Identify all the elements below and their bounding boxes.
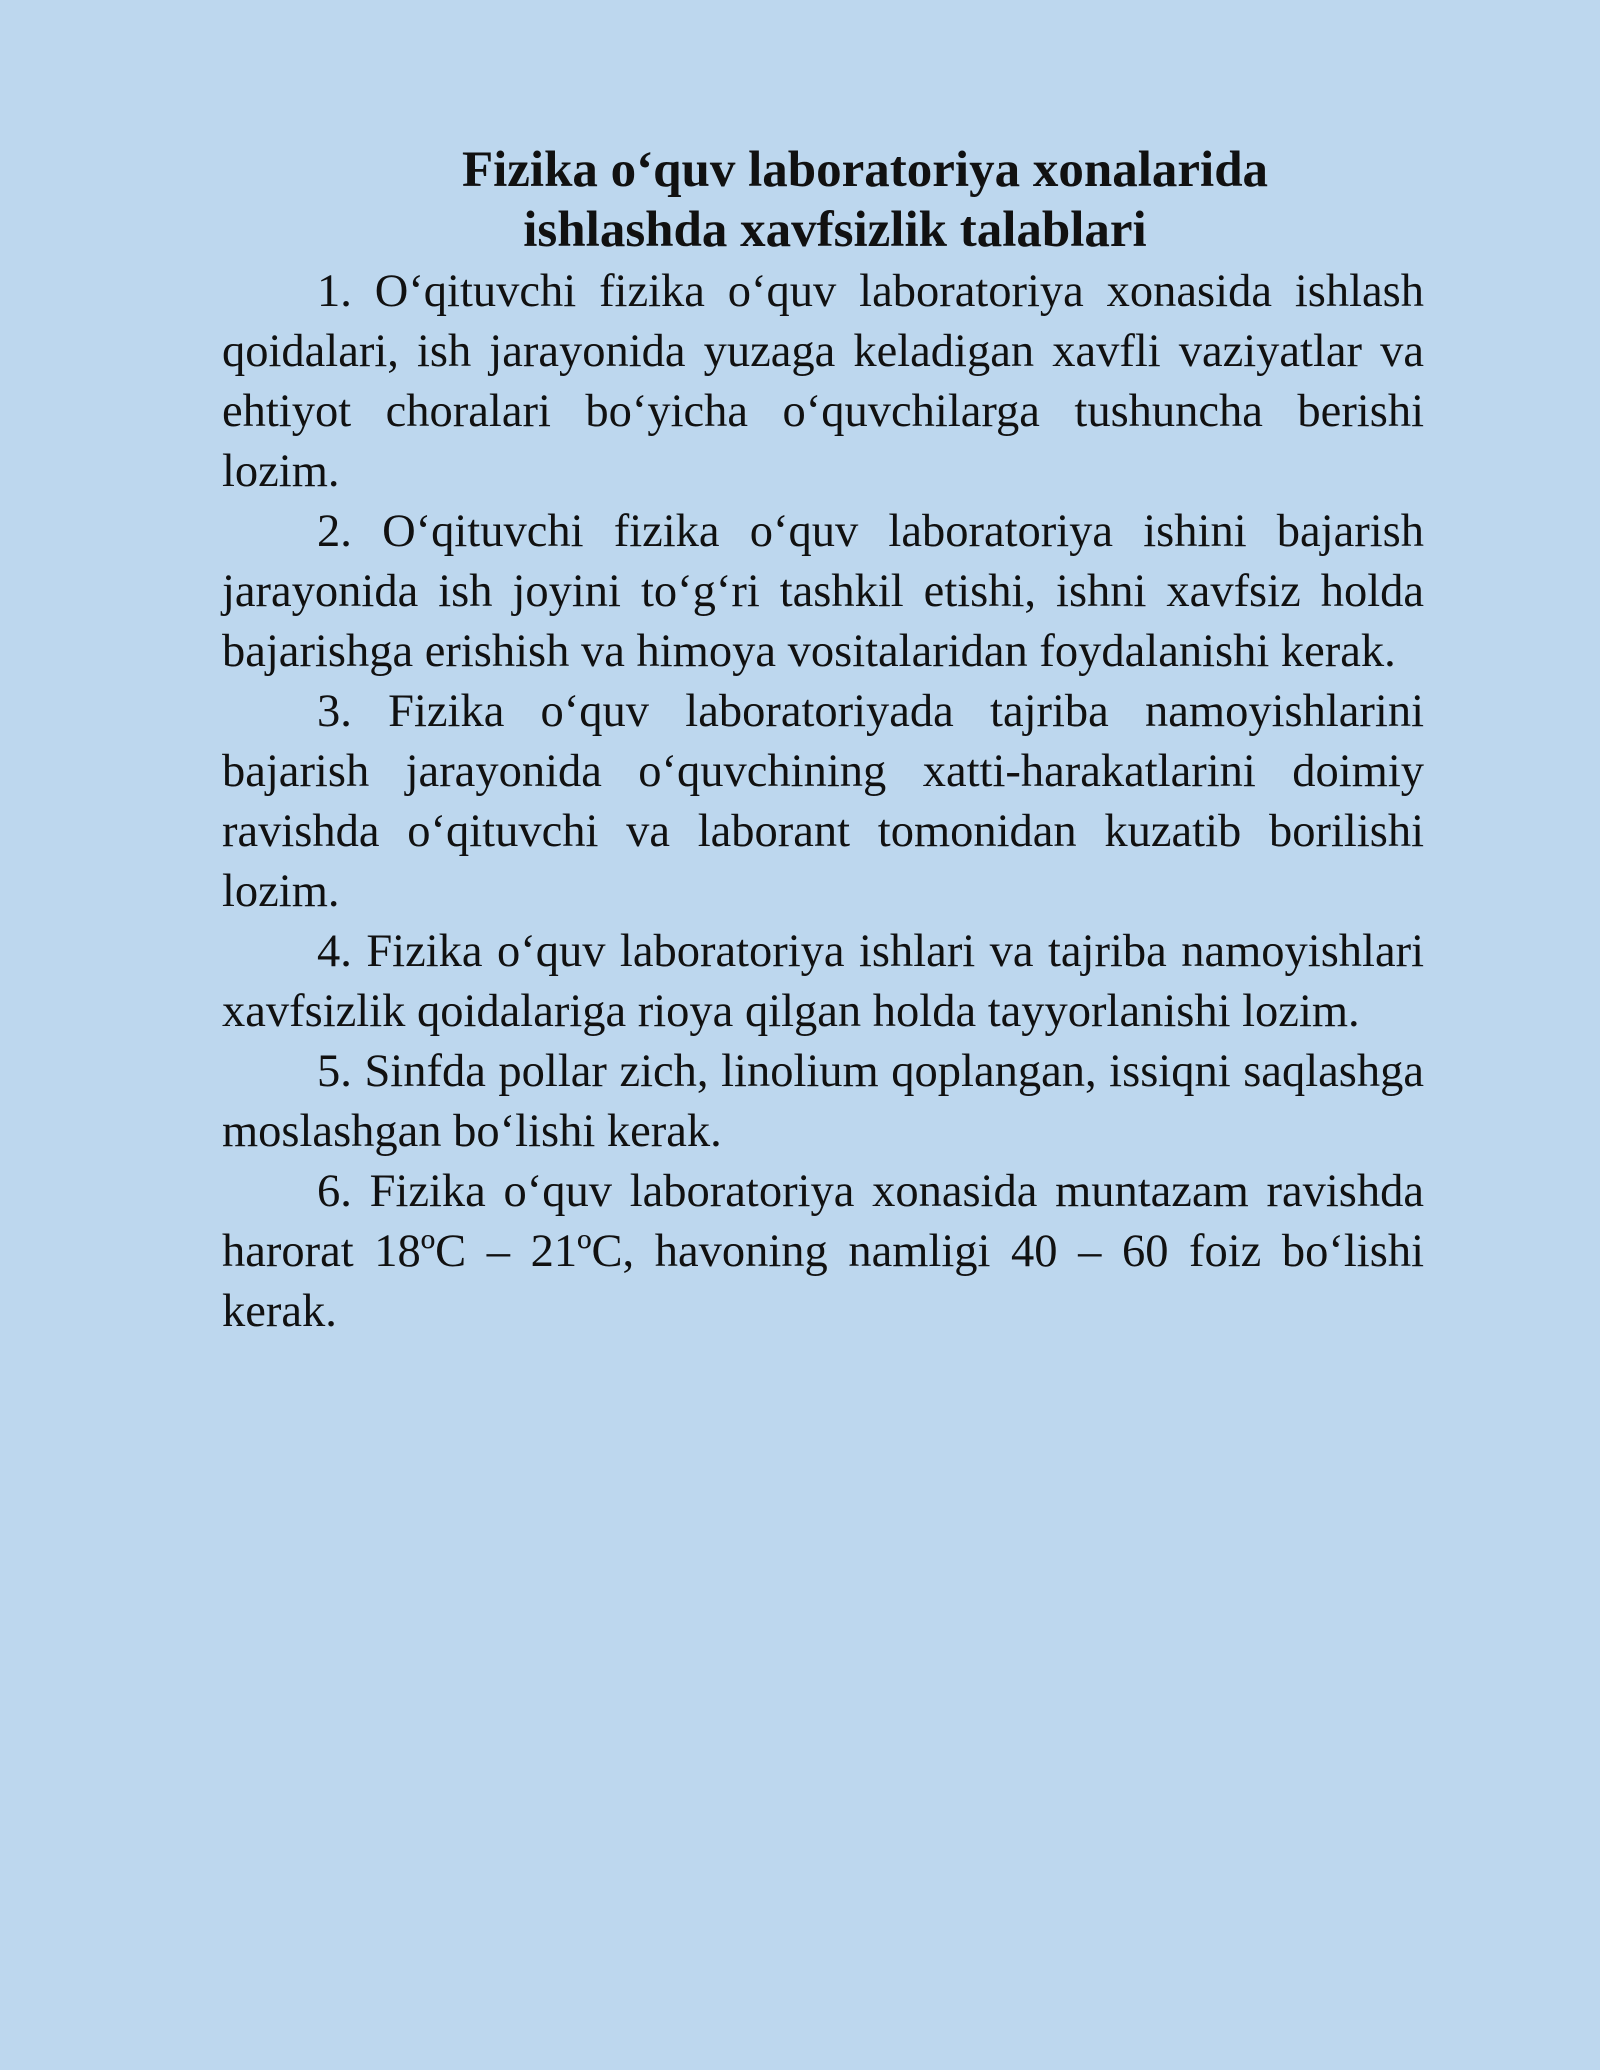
paragraph-1: 1. O‘qituvchi fizika o‘quv laboratoriya xonasida ishlash qoidalari, ish jarayonida yuzaga keladigan xavfli vaziyatlar va ehtiyot choralari bo‘yicha o‘quvchilarga tushuncha berishi lozim. xyxy=(222,266,1424,497)
paragraph-4: 4. Fizika o‘quv laboratoriya ishlari va tajriba namoyishlari xavfsizlik qoidalariga rioya qilgan holda tayyorlanishi lozim. xyxy=(222,926,1424,1037)
paragraph-3: 3. Fizika o‘quv laboratoriyada tajriba namoyishlarini bajarish jarayonida o‘quvchining xatti-harakatlarini doimiy ravishda o‘qituvchi va laborant tomonidan kuzatib borilishi lozim. xyxy=(222,686,1424,917)
paragraph-6: 6. Fizika o‘quv laboratoriya xonasida muntazam ravishda harorat 18ºC – 21ºC, havoning namligi 40 – 60 foiz bo‘lishi kerak. xyxy=(222,1166,1424,1337)
document-page xyxy=(222,140,1424,1342)
paragraph-5: 5. Sinfda pollar zich, linolium qoplangan, issiqni saqlashga moslashgan bo‘lishi kerak. xyxy=(222,1046,1424,1157)
document-body xyxy=(222,262,1424,1342)
title-line-1: Fizika o‘quv laboratoriya xonalarida xyxy=(461,142,1269,198)
document-title xyxy=(222,140,1424,260)
title-line-2: ishlashda xavfsizlik talablari xyxy=(523,202,1147,258)
paragraph-2: 2. O‘qituvchi fizika o‘quv laboratoriya ishini bajarish jarayonida ish joyini to‘g‘ri tashkil etishi, ishni xavfsiz holda bajarishga erishish va himoya vositalaridan foydalanishi kerak. xyxy=(222,506,1424,677)
